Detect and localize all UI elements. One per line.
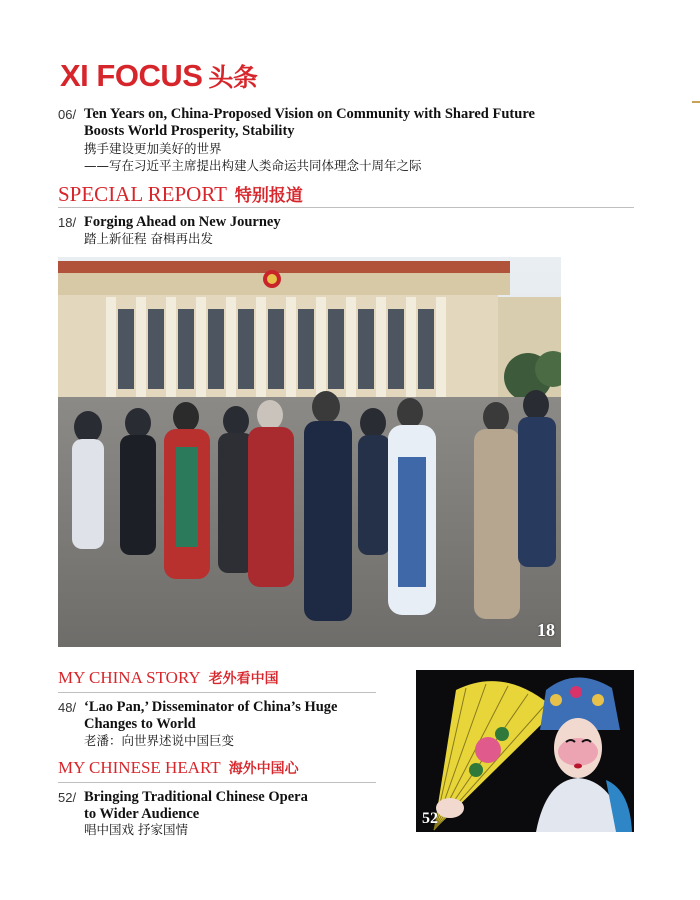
my-chinese-heart-title-line1: Bringing Traditional Chinese Opera	[84, 789, 308, 805]
my-china-story-article-link[interactable]	[84, 699, 384, 733]
opera-performer-image	[416, 670, 634, 832]
xi-focus-heading	[60, 58, 257, 94]
special-report-title-en: SPECIAL REPORT	[58, 182, 227, 206]
my-china-story-divider	[58, 692, 376, 693]
special-report-divider	[58, 207, 634, 208]
my-chinese-heart-title-en: MY CHINESE HEART	[58, 758, 221, 777]
special-report-title-cn: 特别报道	[234, 186, 303, 206]
page-edge-tick	[692, 101, 700, 103]
my-china-story-page-number[interactable]: 48/	[58, 700, 77, 715]
xi-focus-title-line1: Ten Years on, China-Proposed Vision on Community with Shared Future	[84, 106, 535, 122]
my-chinese-heart-page-number[interactable]: 52/	[58, 790, 77, 805]
special-report-page-number[interactable]: 18/	[58, 215, 77, 230]
my-chinese-heart-article-link[interactable]	[84, 789, 384, 823]
great-hall-delegates-image	[58, 257, 561, 647]
special-report-article-title[interactable]: Forging Ahead on New Journey	[84, 214, 281, 230]
my-chinese-heart-divider	[58, 782, 376, 783]
my-chinese-heart-cn-title: 唱中国戏 抒家国情	[84, 822, 188, 837]
my-chinese-heart-title-line2: to Wider Audience	[84, 806, 200, 822]
xi-focus-title-en: XI FOCUS	[60, 58, 203, 93]
special-report-photo-page: 18	[537, 620, 555, 640]
my-chinese-heart-title-cn: 海外中国心	[228, 761, 299, 777]
xi-focus-article-link[interactable]	[84, 106, 644, 140]
xi-focus-title-line2: Boosts World Prosperity, Stability	[84, 123, 295, 139]
my-china-story-title-line1: ‘Lao Pan,’ Disseminator of China’s Huge	[84, 699, 338, 715]
opera-performer-photo[interactable]	[416, 670, 634, 832]
my-china-story-title-line2: Changes to World	[84, 716, 196, 732]
xi-focus-page-number[interactable]: 06/	[58, 107, 77, 122]
my-china-story-title-en: MY CHINA STORY	[58, 668, 201, 687]
xi-focus-cn-line1: 携手建设更加美好的世界	[84, 141, 222, 156]
my-china-story-title-cn: 老外看中国	[208, 671, 279, 687]
my-china-story-heading	[58, 668, 279, 688]
special-report-heading	[58, 181, 303, 207]
special-report-cn-title: 踏上新征程 奋楫再出发	[84, 231, 213, 246]
opera-photo-page: 52	[422, 810, 438, 827]
xi-focus-title-cn: 头条	[208, 64, 258, 92]
special-report-photo[interactable]	[58, 257, 561, 647]
xi-focus-cn-line2: ——写在习近平主席提出构建人类命运共同体理念十周年之际	[84, 158, 422, 173]
my-china-story-cn-title: 老潘：向世界述说中国巨变	[84, 733, 235, 748]
my-chinese-heart-heading	[58, 758, 299, 778]
